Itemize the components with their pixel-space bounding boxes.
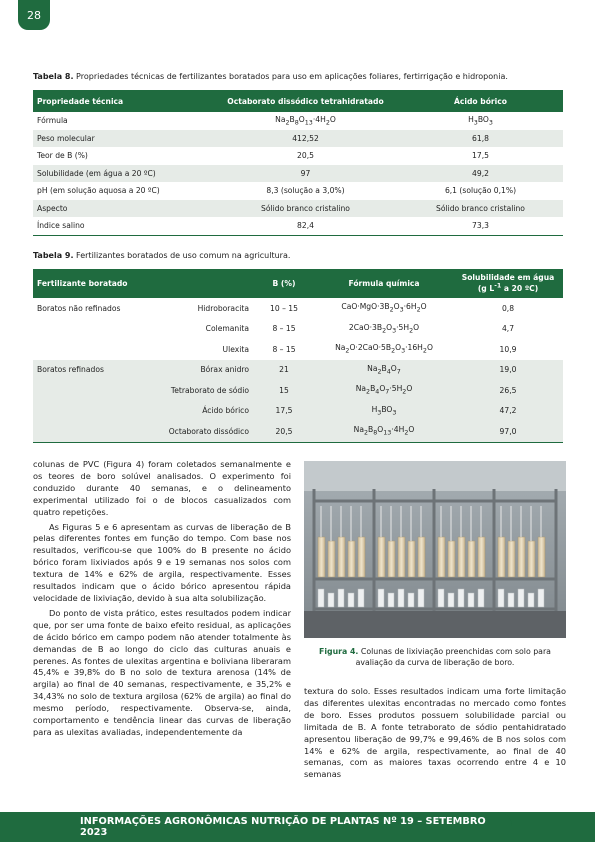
body-paragraph: Do ponto de vista prático, estes resultados podem indicar que, por ser uma fonte de baixo efeito residual, as aplicações de ácido bórico em campo podem não atender totalmente às demandas de B ao longo do ciclo das culturas anuais e perenes. As fontes de ulexitas argentina e boliviana liberaram 45,4% e 39,8% do B no solo de textura arenosa (14% de argila) ao final de 40 semanas, respectivamente, e 35,2% e 34,43% no solo de textura argilosa (62% de argila) ao final do mesmo período, respectivamente. Observa-se, ainda, comportamento e tendência linear das curvas de liberação para as ulexitas avaliadas, independentemente da	[33, 607, 291, 737]
table9-cell-formula: $Na_2O\cdot 2CaO\cdot 5B_2O_3\cdot 16H_2O$	[335, 343, 433, 355]
table-row	[33, 112, 563, 130]
table8-cell: 20,5	[213, 147, 398, 165]
figure-4-photo	[304, 461, 566, 638]
table9-cell-formula: $Na_2B_4O_7$	[315, 360, 453, 381]
body-right-column	[304, 686, 566, 781]
table8-caption-text: Propriedades técnicas de fertilizantes boratados para uso em aplicações foliares, fertirrigação e hidroponia.	[73, 72, 508, 81]
table8-cell: Sólido branco cristalino	[398, 200, 563, 218]
table8-cell: 49,2	[398, 165, 563, 183]
table-row	[33, 182, 563, 200]
table8-header-octaborato: Octaborato dissódico tetrahidratado	[213, 90, 398, 112]
table9-cell-formula: $Na_2B_8O_{13}\cdot 4H_2O$	[315, 421, 453, 442]
table8-caption	[33, 72, 508, 81]
table8-cell: 61,8	[398, 130, 563, 148]
table9-cell-formula: $CaO\cdot MgO\cdot 3B_2O_3\cdot 6H_2O$	[341, 302, 427, 314]
table9-cell: Ácido bórico	[148, 401, 253, 422]
table8-cell: Peso molecular	[33, 130, 213, 148]
table9-header-fertilizante: Fertilizante boratado	[33, 269, 253, 298]
table8-cell: pH (em solução aquosa a 20 ºC)	[33, 182, 213, 200]
table8-cell: 412,52	[213, 130, 398, 148]
table8-caption-label: Tabela 8.	[33, 72, 74, 81]
table9-cell-formula: $Na_2B_4O_7\cdot 5H_2O$	[315, 380, 453, 401]
figure-4-caption	[304, 647, 566, 668]
table8-cell: Índice salino	[33, 217, 213, 235]
table9-cell: 26,5	[453, 380, 563, 401]
table9-group-label: Boratos refinados	[33, 360, 148, 381]
footer-title: INFORMAÇÕES AGRONÔMICAS NUTRIÇÃO DE PLANTAS Nº 19 – SETEMBRO 2023	[80, 812, 512, 842]
table8-cell: Sólido branco cristalino	[213, 200, 398, 218]
table-8	[33, 90, 563, 236]
table8-cell-formula-octaborato: $Na_2B_8O_{13}\cdot 4H_2O$	[213, 112, 398, 130]
body-left-column	[33, 459, 291, 739]
table9-caption-label: Tabela 9.	[33, 251, 74, 260]
table9-cell: 47,2	[453, 401, 563, 422]
table9-cell: 8 – 15	[272, 324, 296, 334]
table9-header-solubilidade-line1: Solubilidade em água	[461, 273, 555, 283]
table-row	[33, 421, 563, 442]
table8-cell: Fórmula	[33, 112, 213, 130]
table8-cell: 17,5	[398, 147, 563, 165]
table-row	[33, 130, 563, 148]
table8-cell: 82,4	[213, 217, 398, 235]
table9-cell: 10,9	[499, 344, 517, 354]
table9-cell: 0,8	[501, 303, 515, 313]
figure-4-label: Figura 4.	[319, 647, 359, 656]
table9-cell: Tetraborato de sódio	[148, 380, 253, 401]
table8-cell: 8,3 (solução a 3,0%)	[213, 182, 398, 200]
table9-header-b: B (%)	[253, 269, 315, 298]
table8-cell: Teor de B (%)	[33, 147, 213, 165]
page-number: 28	[18, 0, 50, 30]
table-row	[33, 401, 563, 422]
table8-header-property: Propriedade técnica	[33, 90, 213, 112]
table8-cell: 97	[213, 165, 398, 183]
table8-cell: 73,3	[398, 217, 563, 235]
table-row	[33, 339, 563, 360]
table9-group-label: Boratos não refinados	[37, 303, 121, 313]
table9-cell: Colemanita	[205, 324, 249, 334]
body-paragraph: As Figuras 5 e 6 apresentam as curvas de liberação de B pelas diferentes fontes em função do tempo. Com base nos resultados, verificou-se que 100% do B presente no ácido bórico foram lixiviados após 9 e 19 semanas nos solos com textura de 14% e 62% de argila, respectivamente. Esses resultados indicam que o ácido bórico apresentou rápida velocidade de lixiviação, devido à sua alta solubilização.	[33, 521, 291, 603]
table-row	[33, 217, 563, 235]
table8-cell: Aspecto	[33, 200, 213, 218]
figure-4-caption-text: Colunas de lixiviação preenchidas com solo para avaliação da curva de liberação de boro.	[355, 647, 551, 667]
table-row	[33, 298, 563, 319]
table9-header-formula: Fórmula química	[315, 269, 453, 298]
table9-cell: 21	[253, 360, 315, 381]
table9-cell: 19,0	[453, 360, 563, 381]
table9-header-solubilidade	[453, 269, 563, 298]
table-row	[33, 200, 563, 218]
table-row	[33, 165, 563, 183]
table-row	[33, 147, 563, 165]
table-row	[33, 360, 563, 381]
table9-cell: 20,5	[253, 421, 315, 442]
table8-cell: Solubilidade (em água a 20 ºC)	[33, 165, 213, 183]
table9-cell: 15	[253, 380, 315, 401]
table9-cell: 97,0	[453, 421, 563, 442]
table8-cell: 6,1 (solução 0,1%)	[398, 182, 563, 200]
body-paragraph: textura do solo. Esses resultados indicam uma forte limitação das diferentes ulexitas encontradas no mercado como fontes de boro. Esses produtos possuem solubilidade parcial ou limitada de B. A fonte tetraborato de sódio pentahidratado apresentou liberação de 99,7% e 99,46% de B nos solos com 14% e 62% de argila, respectivamente, ao final de 40 semanas, com as maiores taxas ocorrendo entre 4 e 10 semanas	[304, 686, 566, 780]
table9-cell: 4,7	[501, 324, 515, 334]
table9-cell: 10 – 15	[270, 303, 298, 313]
table9-caption-text: Fertilizantes boratados de uso comum na agricultura.	[73, 251, 291, 260]
body-paragraph: colunas de PVC (Figura 4) foram coletados semanalmente e os teores de boro solúvel analisados. O experimento foi conduzido durante 40 semanas, e o delineamento experimental utilizado foi o de blocos casualizados com quatro repetições.	[33, 459, 291, 517]
table8-cell-formula-acido: $H_3BO_3$	[398, 112, 563, 130]
table9-cell-formula: $H_3BO_3$	[315, 401, 453, 422]
table9-cell: Bórax anidro	[148, 360, 253, 381]
table9-header-solubilidade-line2: (g $L^{-1}$ a 20 ºC)	[477, 282, 539, 294]
table9-cell: Octaborato dissódico	[148, 421, 253, 442]
table9-cell: 8 – 15	[272, 344, 296, 354]
table9-cell: 17,5	[253, 401, 315, 422]
table9-cell: Ulexita	[222, 344, 249, 354]
table9-caption	[33, 251, 290, 260]
table-9	[33, 269, 563, 443]
table9-cell: Hidroboracita	[197, 303, 249, 313]
table8-header-acido-borico: Ácido bórico	[398, 90, 563, 112]
table9-cell-formula: $2CaO\cdot 3B_2O_3\cdot 5H_2O$	[348, 322, 420, 335]
table-row	[33, 380, 563, 401]
table-row	[33, 319, 563, 340]
